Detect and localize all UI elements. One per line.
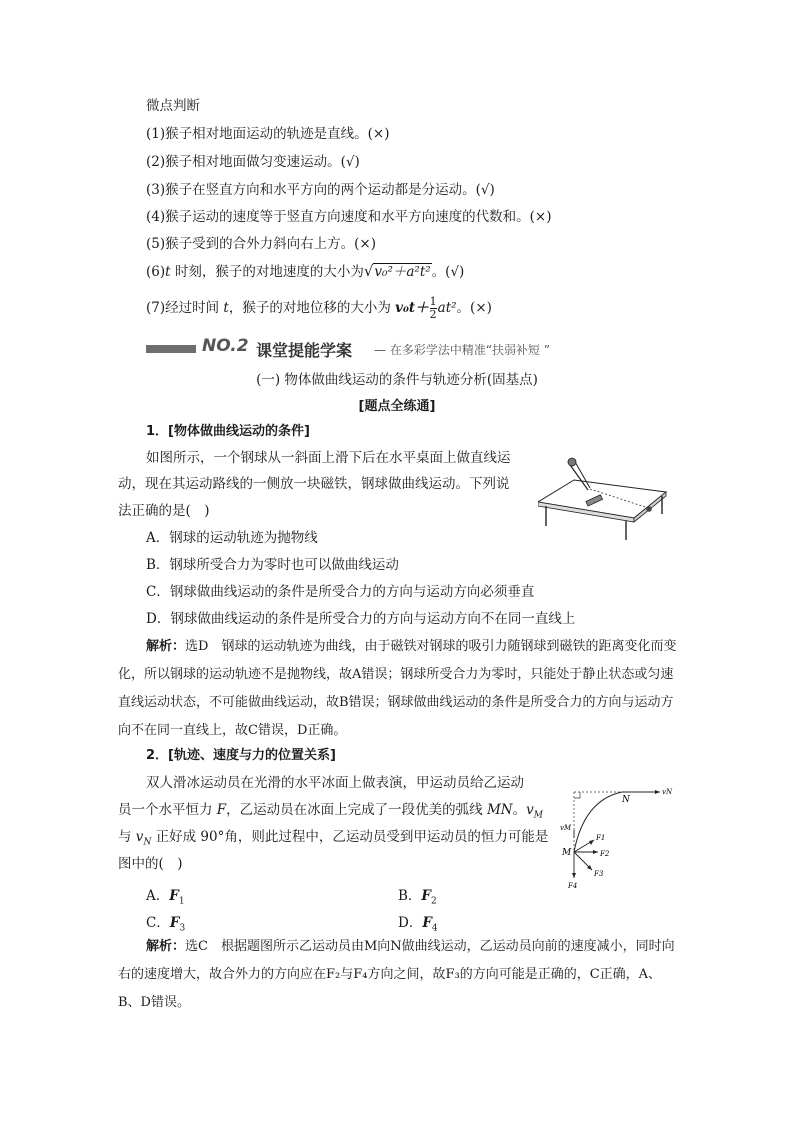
micro-item-7: (7)经过时间 t，猴子的对地位移的大小为 v₀t＋ $\frac{1}{2}$ at²。(×) (146, 295, 492, 321)
fig-vM-label: vM (560, 824, 572, 832)
sqrt-sign: √ (363, 262, 374, 280)
banner-bar (146, 345, 196, 353)
q2-option-b: B．$F_2$ (398, 888, 437, 907)
q1-option-d: D．钢球做曲线运动的条件是所受合力的方向与运动方向不在同一直线上 (146, 611, 576, 627)
fig-F1-label: F1 (596, 834, 606, 842)
micro-item-1: (1)猴子相对地面运动的轨迹是直线。(×) (146, 126, 390, 142)
micro-item-6: (6)t 时刻，猴子的对地速度的大小为√v₀²＋a²t²。(√) (146, 262, 465, 280)
q2-option-c: C．$F_3$ (146, 915, 186, 934)
micro-title: 微点判断 (146, 98, 200, 114)
q1-analysis: 解析：选D 钢球的运动轨迹为曲线，由于磁铁对钢球的吸引力随钢球到磁铁的距离变化而变化，所以钢球的运动轨迹不是抛物线，故A错误；钢球所受合力为零时，只能处于静止状态或匀速直线运动状态，不可能做曲线运动，故B错误；钢球做曲线运动的条件是所受合力的方向与运动方向不在同一直线上，故C错误，D正确。 (118, 639, 677, 738)
q1-title: 1．[物体做曲线运动的条件] (146, 424, 310, 439)
q1-line2: 动，现在其运动路线的一侧放一块磁铁，钢球做曲线运动。下列说 (118, 476, 510, 492)
micro-item-5: (5)猴子受到的合外力斜向右上方。(×) (146, 236, 376, 252)
q2-option-a: A．$F_1$ (146, 888, 185, 907)
q1-line3: 法正确的是( ) (118, 503, 210, 519)
q2-line4: 图中的( ) (118, 856, 183, 872)
fig-F3-label: F3 (594, 870, 604, 878)
banner-subtitle: — 在多彩学法中精准“扶弱补短 ” (374, 343, 551, 357)
q2-line3: 与 $v_N$ 正好成 90°角，则此过程中，乙运动员受到甲运动员的恒力可能是 (118, 829, 549, 848)
q1-line1: 如图所示，一个钢球从一斜面上滑下后在水平桌面上做直线运 (146, 450, 511, 466)
section-heading: (一) 物体做曲线运动的条件与轨迹分析(固基点) (256, 372, 538, 388)
q1-option-b: B．钢球所受合力为零时也可以做曲线运动 (146, 557, 399, 573)
fraction: $\frac{1}{2}$ (429, 295, 437, 321)
fig-M-label: M (562, 848, 572, 858)
q2-title: 2．[轨迹、速度与力的位置关系] (146, 748, 336, 763)
q1-figure (538, 452, 668, 542)
q1-option-a: A．钢球的运动轨迹为抛物线 (146, 530, 318, 546)
q1-option-c: C．钢球做曲线运动的条件是所受合力的方向与运动方向必须垂直 (146, 584, 535, 600)
micro-item-2: (2)猴子相对地面做匀变速运动。(√) (146, 154, 360, 170)
micro-item-4: (4)猴子运动的速度等于竖直方向速度和水平方向速度的代数和。(×) (146, 209, 552, 225)
fig-F2-label: F2 (600, 850, 610, 858)
banner-number: NO.2 (202, 336, 249, 356)
banner-title: 课堂提能学案 (256, 341, 353, 360)
q2-line1: 双人滑冰运动员在光滑的水平冰面上做表演，甲运动员给乙运动 (146, 775, 524, 791)
micro-item-3: (3)猴子在竖直方向和水平方向的两个运动都是分运动。(√) (146, 182, 495, 198)
fig-vN-label: vN (662, 788, 673, 796)
fig-N-label: N (622, 795, 630, 805)
q2-figure (560, 780, 680, 892)
sqrt-expression: v₀²＋a²t² (374, 264, 431, 280)
section-sub: [题点全练通] (358, 399, 436, 414)
q2-line2: 员一个水平恒力 F，乙运动员在冰面上完成了一段优美的弧线 MN。$v_M$ (118, 802, 543, 821)
q2-analysis: 解析：选C 根据题图所示乙运动员由M向N做曲线运动，乙运动员向前的速度减小，同时向右的速度增大，故合外力的方向应在F₂与F₄方向之间，故F₃的方向可能是正确的，C正确，A、B、D错误。 (118, 939, 675, 1010)
fig-F4-label: F4 (568, 882, 578, 890)
section-banner (146, 338, 646, 360)
q2-option-d: D．$F_4$ (398, 915, 438, 934)
